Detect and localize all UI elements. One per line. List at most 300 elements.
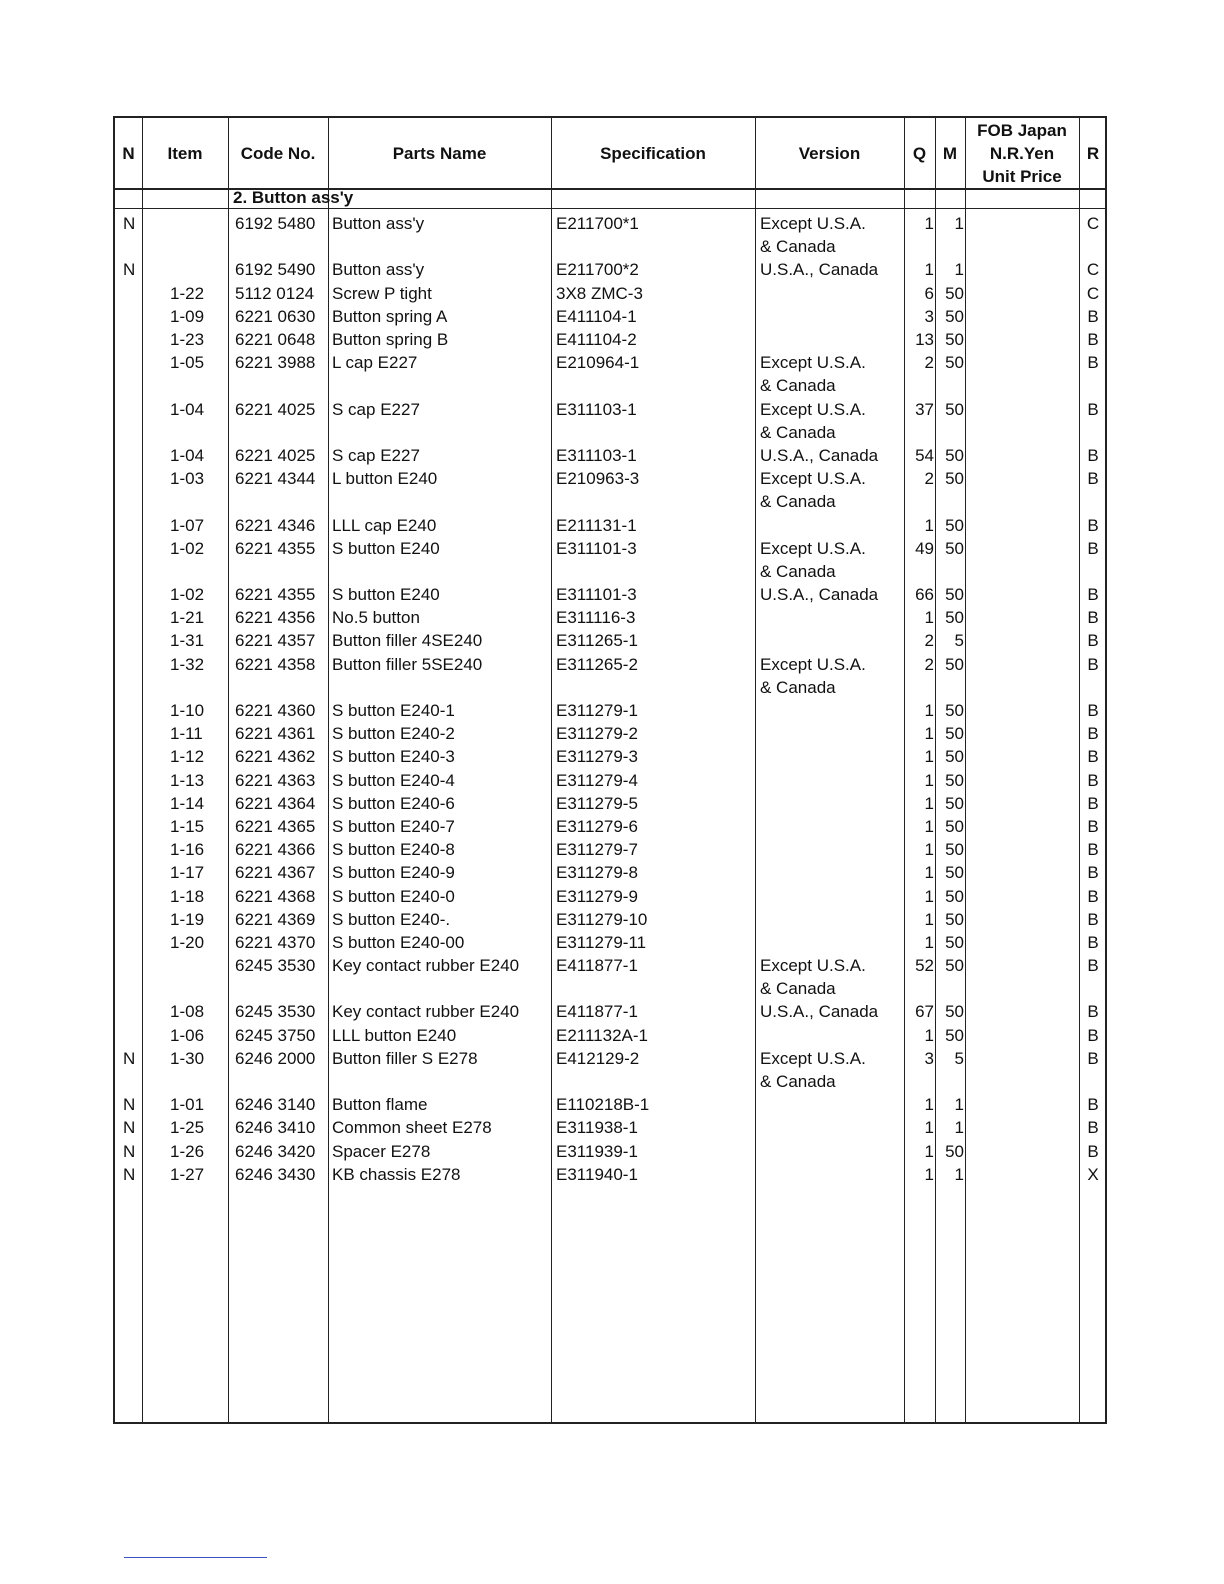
header-price-line-2: N.R.Yen [989,143,1055,163]
cell-parts-name: L button E240 [332,469,438,489]
table-row [115,1163,1105,1186]
header-q: Q [912,143,927,163]
cell-code-no: 6245 3750 [235,1025,316,1045]
cell-q: 1 [924,863,934,883]
cell-q: 1 [924,701,934,721]
cell-m: 50 [945,886,964,906]
cell-parts-name: Button flame [332,1095,428,1115]
cell-item: 1-14 [170,793,205,813]
cell-parts-name: No.5 button [332,608,420,628]
cell-item: 1-13 [170,770,205,790]
cell-parts-name: S button E240 [332,538,440,558]
section-row [115,188,1105,209]
cell-parts-name: Key contact rubber E240 [332,1002,520,1022]
header-unit-price [965,118,1079,188]
cell-version: U.S.A., Canada [760,1002,879,1022]
cell-code-no: 6221 4363 [235,770,316,790]
cell-m: 50 [945,932,964,952]
table-row [115,769,1105,792]
cell-m: 50 [945,399,964,419]
cell-specification: E311101-3 [556,585,637,605]
cell-parts-name: S button E240 [332,585,440,605]
cell-r: C [1086,214,1100,233]
header-n: N [122,143,135,163]
header-version: Version [798,143,861,163]
cell-n: N [123,260,136,280]
table-row [115,908,1105,931]
cell-specification: E210964-1 [556,353,640,373]
cell-version: & Canada [760,677,836,697]
cell-version: Except U.S.A. [760,654,866,674]
table-row [115,398,1105,444]
table-row [115,1116,1105,1139]
table-row [115,583,1105,606]
cell-r: B [1087,886,1099,906]
cell-q: 2 [924,353,934,373]
cell-item: 1-05 [170,353,205,373]
cell-item: 1-09 [170,306,205,326]
cell-q: 1 [924,840,934,860]
cell-item: 1-21 [170,608,205,628]
cell-code-no: 6221 4025 [235,399,316,419]
cell-r: C [1086,283,1100,303]
header-parts-name: Parts Name [392,143,487,163]
cell-q: 1 [924,1118,934,1138]
table-row [115,931,1105,954]
cell-m: 50 [945,863,964,883]
table-row [115,444,1105,467]
cell-parts-name: S cap E227 [332,399,420,419]
cell-code-no: 6221 4367 [235,863,316,883]
cell-m: 5 [954,1048,964,1068]
cell-version: & Canada [760,422,836,442]
cell-code-no: 6221 4364 [235,793,316,813]
cell-r: B [1087,932,1099,952]
cell-n: N [123,1164,136,1184]
cell-specification: E311103-1 [556,445,637,465]
cell-m: 50 [945,1025,964,1045]
cell-q: 1 [924,724,934,744]
parts-list-table [113,116,1107,1424]
table-row [115,653,1105,699]
cell-version: U.S.A., Canada [760,260,879,280]
cell-r: B [1087,399,1099,419]
cell-parts-name: S button E240-2 [332,724,455,744]
cell-r: B [1087,608,1099,628]
table-row [115,305,1105,328]
cell-parts-name: Button ass'y [332,214,425,233]
cell-specification: E411877-1 [556,1002,638,1022]
cell-item: 1-17 [170,863,205,883]
cell-item: 1-02 [170,538,205,558]
cell-code-no: 6192 5480 [235,214,316,233]
cell-q: 1 [924,260,934,280]
cell-specification: E311265-1 [556,631,638,651]
header-price-line-3: Unit Price [982,166,1062,186]
cell-m: 1 [954,260,964,280]
cell-specification: E311940-1 [556,1164,638,1184]
cell-item: 1-02 [170,585,205,605]
cell-r: X [1087,1164,1099,1184]
cell-parts-name: S button E240-8 [332,840,455,860]
cell-r: B [1087,631,1099,651]
cell-r: B [1087,1002,1099,1022]
cell-r: B [1087,654,1099,674]
cell-parts-name: S button E240-4 [332,770,455,790]
table-row [115,792,1105,815]
cell-specification: E411877-1 [556,956,638,976]
cell-n: N [123,1095,136,1115]
cell-m: 5 [954,631,964,651]
cell-specification: E411104-1 [556,306,637,326]
cell-item: 1-01 [170,1095,205,1115]
cell-q: 1 [924,1095,934,1115]
cell-version: U.S.A., Canada [760,585,879,605]
cell-m: 50 [945,469,964,489]
cell-q: 1 [924,770,934,790]
cell-parts-name: Button filler 5SE240 [332,654,483,674]
cell-parts-name: Button ass'y [332,260,425,280]
table-row [115,745,1105,768]
table-row [115,328,1105,351]
table-row [115,282,1105,305]
cell-version: & Canada [760,1072,836,1092]
cell-parts-name: S button E240-6 [332,793,455,813]
cell-item: 1-32 [170,654,205,674]
cell-code-no: 6221 4355 [235,585,316,605]
cell-specification: E211131-1 [556,515,637,535]
cell-item: 1-06 [170,1025,205,1045]
cell-r: B [1087,863,1099,883]
cell-version: Except U.S.A. [760,538,866,558]
cell-q: 3 [924,1048,934,1068]
cell-q: 52 [915,956,934,976]
cell-code-no: 6245 3530 [235,1002,316,1022]
cell-code-no: 6221 4360 [235,701,316,721]
header-specification: Specification [600,143,706,163]
cell-code-no: 5112 0124 [235,283,315,303]
cell-specification: E311279-3 [556,747,638,767]
cell-q: 1 [924,1164,934,1184]
cell-m: 50 [945,306,964,326]
cell-q: 1 [924,515,934,535]
cell-parts-name: S button E240-. [332,909,451,929]
cell-q: 1 [924,747,934,767]
table-row [115,838,1105,861]
cell-r: B [1087,724,1099,744]
cell-q: 6 [924,283,934,303]
cell-code-no: 6246 2000 [235,1048,316,1068]
cell-q: 2 [924,654,934,674]
cell-item: 1-04 [170,399,205,419]
cell-item: 1-26 [170,1141,205,1161]
cell-code-no: 6221 4369 [235,909,316,929]
cell-item: 1-03 [170,469,205,489]
cell-parts-name: Common sheet E278 [332,1118,492,1138]
cell-q: 1 [924,608,934,628]
table-row [115,467,1105,513]
table-row [115,861,1105,884]
table-row [115,514,1105,537]
cell-r: B [1087,306,1099,326]
cell-m: 50 [945,538,964,558]
cell-specification: E311279-8 [556,863,638,883]
table-row [115,537,1105,583]
cell-specification: E311939-1 [556,1141,638,1161]
header-item: Item [167,143,203,163]
cell-specification: E311265-2 [556,654,638,674]
cell-r: B [1087,538,1099,558]
cell-r: B [1087,353,1099,373]
cell-specification: E211132A-1 [556,1025,648,1045]
cell-version: & Canada [760,376,836,396]
table-row [115,1024,1105,1047]
cell-item: 1-22 [170,283,205,303]
cell-code-no: 6246 3420 [235,1141,316,1161]
cell-specification: E311279-9 [556,886,638,906]
cell-item: 1-11 [170,724,203,744]
cell-q: 54 [915,445,934,465]
cell-q: 1 [924,816,934,836]
cell-q: 1 [924,1141,934,1161]
table-row [115,815,1105,838]
cell-q: 1 [924,793,934,813]
cell-specification: E311279-11 [556,932,647,952]
cell-code-no: 6221 4355 [235,538,316,558]
cell-code-no: 6221 4346 [235,515,316,535]
cell-m: 50 [945,770,964,790]
cell-m: 50 [945,816,964,836]
cell-version: Except U.S.A. [760,469,866,489]
cell-code-no: 6246 3410 [235,1118,316,1138]
cell-r: B [1087,515,1099,535]
table-row [115,212,1105,258]
cell-m: 50 [945,747,964,767]
cell-parts-name: S button E240-7 [332,816,455,836]
cell-r: B [1087,445,1099,465]
cell-n: N [123,1048,136,1068]
cell-version: & Canada [760,561,836,581]
footer-rule [124,1557,267,1558]
section-title: 2. Button ass'y [233,188,354,207]
cell-parts-name: S button E240-3 [332,747,455,767]
cell-parts-name: LLL cap E240 [332,515,437,535]
cell-version: Except U.S.A. [760,399,866,419]
cell-r: B [1087,585,1099,605]
cell-code-no: 6221 4370 [235,932,316,952]
cell-parts-name: LLL button E240 [332,1025,457,1045]
cell-code-no: 6221 4356 [235,608,316,628]
cell-item: 1-08 [170,1002,205,1022]
cell-parts-name: Button spring B [332,329,449,349]
cell-specification: E211700*1 [556,214,639,233]
cell-code-no: 6221 4365 [235,816,316,836]
cell-code-no: 6221 0630 [235,306,316,326]
cell-version: Except U.S.A. [760,214,866,233]
cell-version: & Canada [760,979,836,999]
cell-m: 50 [945,283,964,303]
cell-item: 1-15 [170,816,205,836]
table-body [115,212,1105,1186]
table-row [115,606,1105,629]
cell-q: 1 [924,1025,934,1045]
cell-r: B [1087,701,1099,721]
cell-version: Except U.S.A. [760,956,866,976]
cell-specification: E311279-1 [556,701,638,721]
cell-r: B [1087,1025,1099,1045]
cell-m: 1 [954,1164,964,1184]
cell-m: 50 [945,701,964,721]
cell-m: 50 [945,608,964,628]
cell-version: & Canada [760,237,836,257]
table-row [115,1140,1105,1163]
cell-code-no: 6221 0648 [235,329,316,349]
cell-version: Except U.S.A. [760,353,866,373]
cell-item: 1-27 [170,1164,205,1184]
cell-q: 3 [924,306,934,326]
cell-specification: E311279-10 [556,909,648,929]
cell-m: 50 [945,654,964,674]
cell-item: 1-31 [170,631,205,651]
table-row [115,629,1105,652]
cell-specification: E311103-1 [556,399,637,419]
cell-item: 1-04 [170,445,205,465]
cell-version: & Canada [760,492,836,512]
cell-code-no: 6221 4357 [235,631,316,651]
cell-q: 49 [915,538,934,558]
cell-m: 50 [945,585,964,605]
cell-parts-name: Button filler 4SE240 [332,631,483,651]
table-row [115,885,1105,908]
cell-m: 1 [954,1095,964,1115]
cell-n: N [123,1118,136,1138]
cell-specification: E311279-4 [556,770,638,790]
cell-code-no: 6221 4344 [235,469,316,489]
cell-specification: E210963-3 [556,469,640,489]
cell-q: 13 [915,329,934,349]
cell-item: 1-10 [170,701,205,721]
cell-specification: E411104-2 [556,329,637,349]
cell-m: 1 [954,214,964,233]
cell-item: 1-12 [170,747,205,767]
cell-q: 66 [915,585,934,605]
cell-version: U.S.A., Canada [760,445,879,465]
cell-m: 50 [945,1141,964,1161]
cell-q: 2 [924,631,934,651]
cell-r: B [1087,1141,1099,1161]
cell-parts-name: Button filler S E278 [332,1048,478,1068]
cell-code-no: 6192 5490 [235,260,316,280]
cell-r: B [1087,770,1099,790]
cell-m: 50 [945,515,964,535]
table-row [115,1000,1105,1023]
cell-r: B [1087,816,1099,836]
cell-r: B [1087,329,1099,349]
cell-parts-name: L cap E227 [332,353,418,373]
cell-r: B [1087,1048,1099,1068]
cell-item: 1-20 [170,932,205,952]
cell-r: B [1087,469,1099,489]
table-row [115,954,1105,1000]
header-price-line-1: FOB Japan [977,120,1067,140]
cell-specification: E311116-3 [556,608,636,628]
cell-specification: E211700*2 [556,260,639,280]
cell-m: 50 [945,445,964,465]
cell-code-no: 6245 3530 [235,956,316,976]
table-row [115,722,1105,745]
cell-item: 1-25 [170,1118,205,1138]
cell-q: 2 [924,469,934,489]
cell-q: 1 [924,214,934,233]
cell-parts-name: Button spring A [332,306,448,326]
cell-specification: E311279-5 [556,793,638,813]
cell-m: 50 [945,1002,964,1022]
cell-m: 50 [945,724,964,744]
cell-m: 50 [945,909,964,929]
cell-specification: E311279-6 [556,816,638,836]
cell-code-no: 6246 3140 [235,1095,316,1115]
table-row [115,258,1105,281]
cell-item: 1-16 [170,840,205,860]
cell-n: N [123,214,136,233]
cell-q: 67 [915,1002,934,1022]
cell-code-no: 6221 4025 [235,445,316,465]
cell-r: B [1087,1118,1099,1138]
cell-specification: E311938-1 [556,1118,638,1138]
cell-specification: E311279-2 [556,724,638,744]
cell-q: 1 [924,886,934,906]
cell-r: B [1087,1095,1099,1115]
cell-n: N [123,1141,136,1161]
header-r: R [1086,143,1100,163]
cell-code-no: 6221 4358 [235,654,316,674]
cell-m: 50 [945,840,964,860]
cell-parts-name: S cap E227 [332,445,420,465]
cell-r: B [1087,956,1099,976]
cell-parts-name: KB chassis E278 [332,1164,461,1184]
cell-parts-name: S button E240-0 [332,886,455,906]
cell-code-no: 6246 3430 [235,1164,316,1184]
cell-parts-name: S button E240-9 [332,863,455,883]
cell-item: 1-30 [170,1048,205,1068]
cell-parts-name: Key contact rubber E240 [332,956,520,976]
cell-code-no: 6221 4362 [235,747,316,767]
table-row [115,699,1105,722]
cell-parts-name: S button E240-1 [332,701,455,721]
cell-q: 1 [924,909,934,929]
header-m: M [942,143,958,163]
cell-r: B [1087,909,1099,929]
cell-r: C [1086,260,1100,280]
cell-specification: 3X8 ZMC-3 [556,283,643,303]
cell-m: 50 [945,329,964,349]
cell-q: 1 [924,932,934,952]
cell-m: 50 [945,793,964,813]
cell-specification: E412129-2 [556,1048,640,1068]
cell-specification: E311101-3 [556,538,637,558]
cell-q: 37 [915,399,934,419]
cell-code-no: 6221 4368 [235,886,316,906]
table-row [115,1047,1105,1093]
cell-r: B [1087,793,1099,813]
cell-item: 1-19 [170,909,205,929]
table-row [115,1093,1105,1116]
cell-r: B [1087,747,1099,767]
cell-parts-name: Spacer E278 [332,1141,431,1161]
cell-item: 1-23 [170,329,205,349]
cell-code-no: 6221 4361 [235,724,316,744]
header-code-no: Code No. [240,143,316,163]
